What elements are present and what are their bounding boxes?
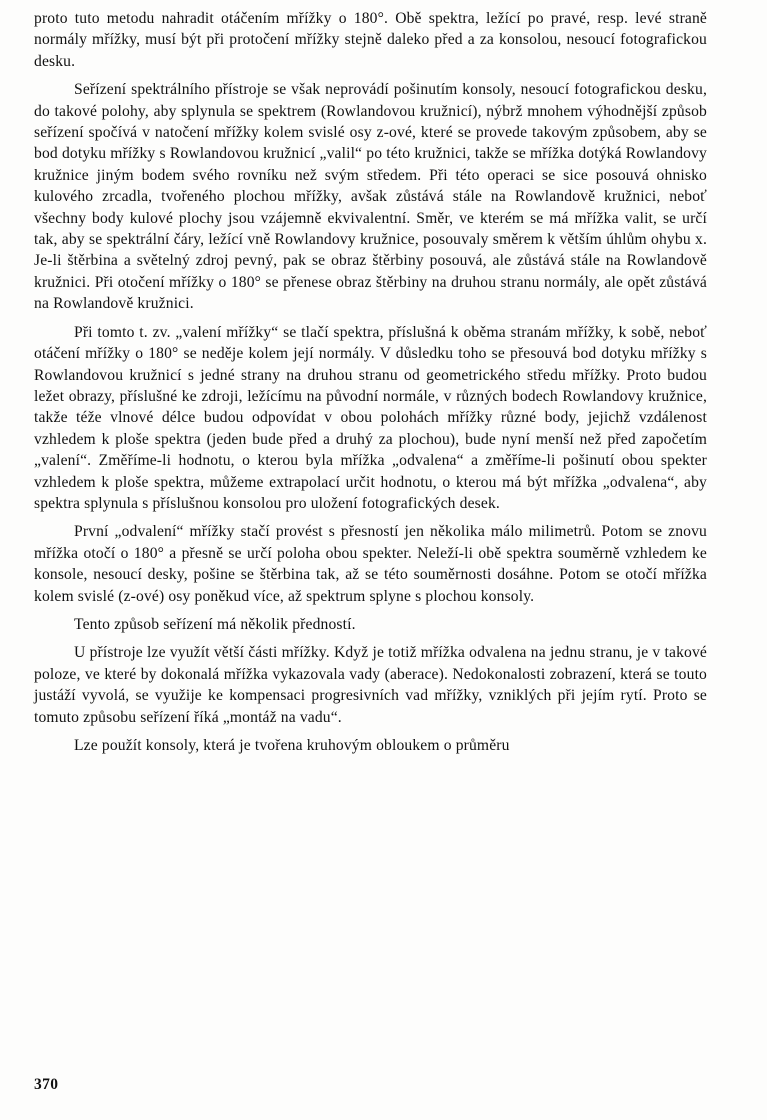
page-number: 370: [34, 1076, 59, 1093]
paragraph-2: Seřízení spektrálního přístroje se však neprovádí pošinutím konsoly, nesoucí fotografickou desku, do takové polohy, aby splynula se spektrem (Rowlandovou kružnicí), nýbrž mnohem výhodnější způsob seřízení spočívá v natočení mřížky kolem svislé osy z-ové, které se provede takovým způsobem, aby se bod dotyku mřížky s Rowlandovou kružnicí „valil“ po této kružnici, takže se mřížka dotýká Rowlandovy kružnice jiným bodem svého rovníku než svým středem. Při této operaci se sice posouvá ohnisko kulového zrcadla, tvořeného plochou mřížky, avšak zůstává stále na Rowlandově kružnici, neboť všechny body kulové plochy jsou vzájemně ekvivalentní. Směr, ve kterém se má mřížka valit, se určí tak, aby se spektrální čáry, ležící vně Rowlandovy kružnice, posouvaly směrem k větším úhlům ohybu x. Je-li štěrbina a světelný zdroj pevný, pak se obraz štěrbiny posouvá, ale zůstává stále na Rowlandově kružnici. Při otočení mřížky o 180° se přenese obraz štěrbiny na druhou stranu normály, ale opět zůstává na Rowlandově kružnici.: [34, 81, 707, 313]
paragraph-5: Tento způsob seřízení má několik předností.: [74, 615, 356, 633]
body-text: [34, 8, 707, 763]
paragraph-4: První „odvalení“ mřížky stačí provést s přesností jen několika málo milimetrů. Potom se znovu mřížka otočí o 180° a přesně se určí poloha obou spekter. Neleží-li obě spektra souměrně vzhledem ke konsole, nesoucí desky, pošine se štěrbina tak, až se této souměrnosti dosáhne. Potom se otočí mřížka kolem svislé (z-ové) osy poněkud více, až spektrum splyne s plochou konsoly.: [34, 523, 707, 605]
paragraph-1: proto tuto metodu nahradit otáčením mřížky o 180°. Obě spektra, ležící po pravé, resp. levé straně normály mřížky, musí být při protočení mřížky stejně daleko před a za konsolou, nesoucí fotografickou desku.: [34, 10, 707, 70]
paragraph-7: Lze použít konsoly, která je tvořena kruhovým obloukem o průměru: [74, 737, 510, 754]
paragraph-6: U přístroje lze využít větší části mřížky. Když je totiž mřížka odvalena na jednu stranu, je v takové poloze, ve které by dokonalá mřížka vykazovala vady (aberace). Nedokonalosti zobrazení, která se touto justáží vyvolá, se využije ke kompensaci progresivních vad mřížky, vzniklých při jejím rytí. Proto se tomuto způsobu seřízení říká „montáž na vadu“.: [34, 644, 707, 726]
paragraph-3: Při tomto t. zv. „valení mřížky“ se tlačí spektra, příslušná k oběma stranám mřížky, k sobě, neboť otáčení mřížky o 180° se neděje kolem její normály. V důsledku toho se přesouvá bod dotyku mřížky s Rowlandovou kružnicí s jedné strany na druhou stranu od geometrického středu mřížky. Proto budou ležet obrazy, příslušné ke zdroji, ležícímu na původní normále, v různých bodech Rowlandovy kružnice, takže téže vlnové délce budou odpovídat v obou polohách mřížky různé body, jejichž vzdálenost vzhledem k ploše spektra (jeden bude před a druhý za plochou), bude nyní menší než před započetím „valení“. Změříme-li hodnotu, o kterou byla mřížka „odvalena“ a změříme-li pošinutí obou spekter vzhledem k ploše spektra, můžeme extrapolací určit hodnotu, o kterou má být mřížka „odvalena“, aby spektra splynula s příslušnou konsolou pro uložení fotografických desek.: [34, 323, 707, 512]
